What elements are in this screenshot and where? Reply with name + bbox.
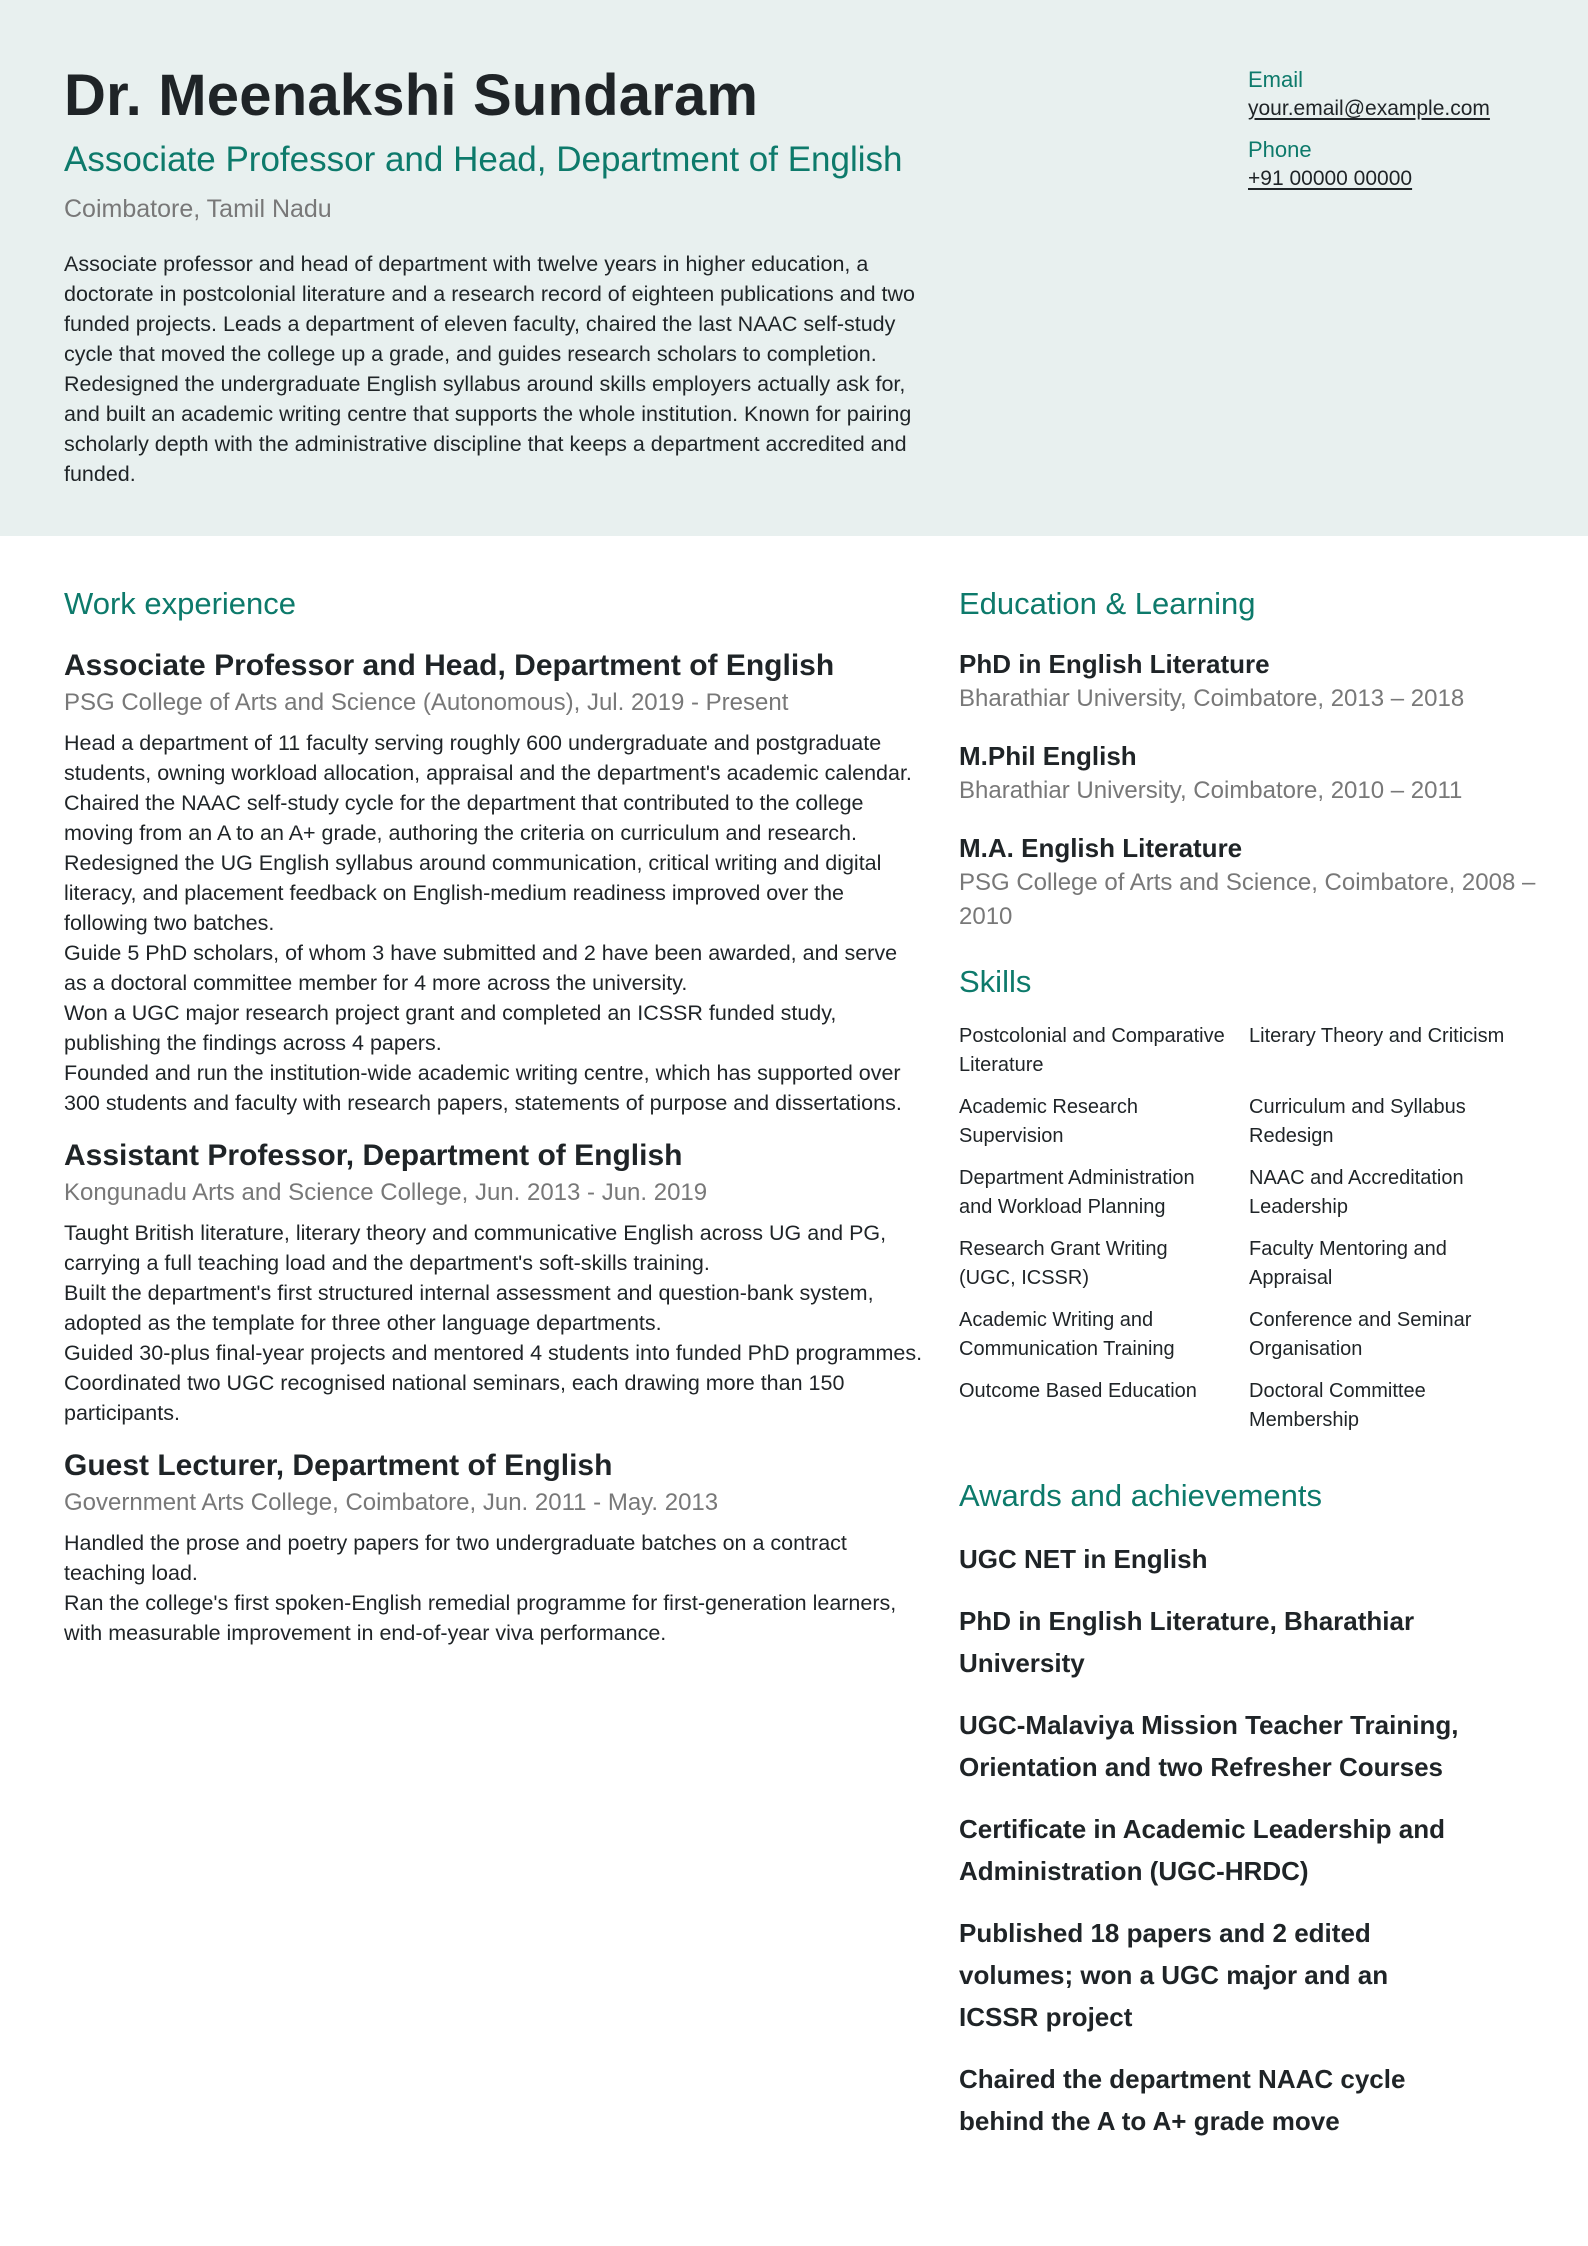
- email-link[interactable]: your.email@example.com: [1248, 97, 1490, 120]
- skill-item: Literary Theory and Criticism: [1249, 1025, 1505, 1047]
- award-item: PhD in English Literature, Bharathiar University: [959, 1606, 1415, 1678]
- phone-label: Phone: [1248, 137, 1312, 162]
- job-bullet: Head a department of 11 faculty serving roughly 600 undergraduate and postgraduate students, owning workload allocation, appraisal and the department's academic calendar.: [64, 731, 912, 785]
- job-entry: [64, 1136, 924, 1428]
- skill-item: Academic Writing and Communication Training: [959, 1309, 1175, 1360]
- job-meta: Kongunadu Arts and Science College, Jun. 2013 - Jun. 2019: [64, 1179, 708, 1206]
- candidate-name: Dr. Meenakshi Sundaram: [64, 63, 759, 128]
- job-title: Assistant Professor, Department of English: [64, 1139, 683, 1172]
- candidate-location: Coimbatore, Tamil Nadu: [64, 195, 332, 223]
- resume-header: [0, 0, 1588, 536]
- education-entry: [959, 646, 1549, 716]
- education-degree: PhD in English Literature: [959, 649, 1270, 679]
- award-item: Published 18 papers and 2 edited volumes; won a UGC major and an ICSSR project: [959, 1918, 1389, 2032]
- candidate-title: Associate Professor and Head, Department of English: [64, 140, 903, 179]
- education-school: Bharathiar University, Coimbatore, 2013 – 2018: [959, 685, 1465, 712]
- award-item: Chaired the department NAAC cycle behind the A to A+ grade move: [959, 2064, 1406, 2136]
- skill-item: Conference and Seminar Organisation: [1249, 1309, 1472, 1360]
- skill-item: Department Administration and Workload Planning: [959, 1167, 1195, 1218]
- job-bullet: Ran the college's first spoken-English remedial programme for first-generation learners, with measurable improvement in end-of-year viva performance.: [64, 1591, 897, 1645]
- job-title: Associate Professor and Head, Department of English: [64, 649, 835, 682]
- award-item: Certificate in Academic Leadership and Administration (UGC-HRDC): [959, 1814, 1445, 1886]
- job-title: Guest Lecturer, Department of English: [64, 1449, 613, 1482]
- phone-link[interactable]: +91 00000 00000: [1248, 167, 1413, 190]
- job-bullet: Guide 5 PhD scholars, of whom 3 have submitted and 2 have been awarded, and serve as a doctoral committee member for 4 more across the university.: [64, 941, 898, 995]
- job-bullet: Handled the prose and poetry papers for two undergraduate batches on a contract teaching load.: [64, 1531, 847, 1585]
- education-degree: M.Phil English: [959, 741, 1137, 771]
- work-experience-column: [64, 582, 924, 1666]
- skill-item: Outcome Based Education: [959, 1380, 1197, 1402]
- job-bullet: Taught British literature, literary theory and communicative English across UG and PG, carrying a full teaching load and the department's soft-skills training.: [64, 1221, 887, 1275]
- skill-item: NAAC and Accreditation Leadership: [1249, 1167, 1464, 1218]
- sidebar-column: [959, 582, 1549, 2162]
- skill-item: Curriculum and Syllabus Redesign: [1249, 1096, 1466, 1147]
- job-entry: [64, 1446, 924, 1648]
- education-section-title: Education & Learning: [959, 586, 1256, 621]
- skill-item: Academic Research Supervision: [959, 1096, 1138, 1147]
- education-school: PSG College of Arts and Science, Coimbatore, 2008 – 2010: [959, 869, 1536, 930]
- skill-item: Postcolonial and Comparative Literature: [959, 1025, 1225, 1076]
- job-bullet: Coordinated two UGC recognised national seminars, each drawing more than 150 participants.: [64, 1371, 845, 1425]
- job-bullet: Guided 30-plus final-year projects and mentored 4 students into funded PhD programmes.: [64, 1341, 923, 1365]
- profile-summary: Associate professor and head of department with twelve years in higher education, a doctorate in postcolonial literature and a research record of eighteen publications and two funded projects. Leads a department of eleven faculty, chaired the last NAAC self-study cycle that moved the college up a grade, and guides research scholars to completion. Redesigned the undergraduate English syllabus around skills employers actually ask for, and built an academic writing centre that supports the whole institution. Known for pairing scholarly depth with the administrative discipline that keeps a department accredited and funded.: [64, 252, 915, 486]
- job-bullet: Built the department's first structured internal assessment and question-bank system, adopted as the template for three other language departments.: [64, 1281, 874, 1335]
- job-meta: PSG College of Arts and Science (Autonomous), Jul. 2019 - Present: [64, 689, 789, 716]
- education-school: Bharathiar University, Coimbatore, 2010 – 2011: [959, 777, 1463, 804]
- skills-section-title: Skills: [959, 964, 1032, 999]
- skill-item: Faculty Mentoring and Appraisal: [1249, 1238, 1447, 1289]
- job-bullet: Founded and run the institution-wide academic writing centre, which has supported over 300 students and faculty with research papers, statements of purpose and dissertations.: [64, 1061, 902, 1115]
- skills-list: [959, 1022, 1549, 1434]
- education-entry: [959, 830, 1549, 934]
- education-entry: [959, 738, 1549, 808]
- job-meta: Government Arts College, Coimbatore, Jun. 2011 - May. 2013: [64, 1489, 719, 1516]
- award-item: UGC-Malaviya Mission Teacher Training, Orientation and two Refresher Courses: [959, 1710, 1459, 1782]
- job-bullet: Chaired the NAAC self-study cycle for the department that contributed to the college moving from an A to an A+ grade, authoring the criteria on curriculum and research.: [64, 791, 864, 845]
- skill-item: Research Grant Writing (UGC, ICSSR): [959, 1238, 1168, 1289]
- awards-section-title: Awards and achievements: [959, 1478, 1323, 1513]
- skill-item: Doctoral Committee Membership: [1249, 1380, 1426, 1431]
- work-section-title: Work experience: [64, 586, 297, 621]
- education-degree: M.A. English Literature: [959, 833, 1243, 863]
- email-label: Email: [1248, 67, 1304, 92]
- award-item: UGC NET in English: [959, 1544, 1208, 1574]
- job-bullet: Won a UGC major research project grant and completed an ICSSR funded study, publishing the findings across 4 papers.: [64, 1001, 837, 1055]
- job-entry: [64, 646, 924, 1118]
- job-bullet: Redesigned the UG English syllabus around communication, critical writing and digital literacy, and placement feedback on English-medium readiness improved over the following two batches.: [64, 851, 882, 935]
- contact-block: [1248, 66, 1548, 206]
